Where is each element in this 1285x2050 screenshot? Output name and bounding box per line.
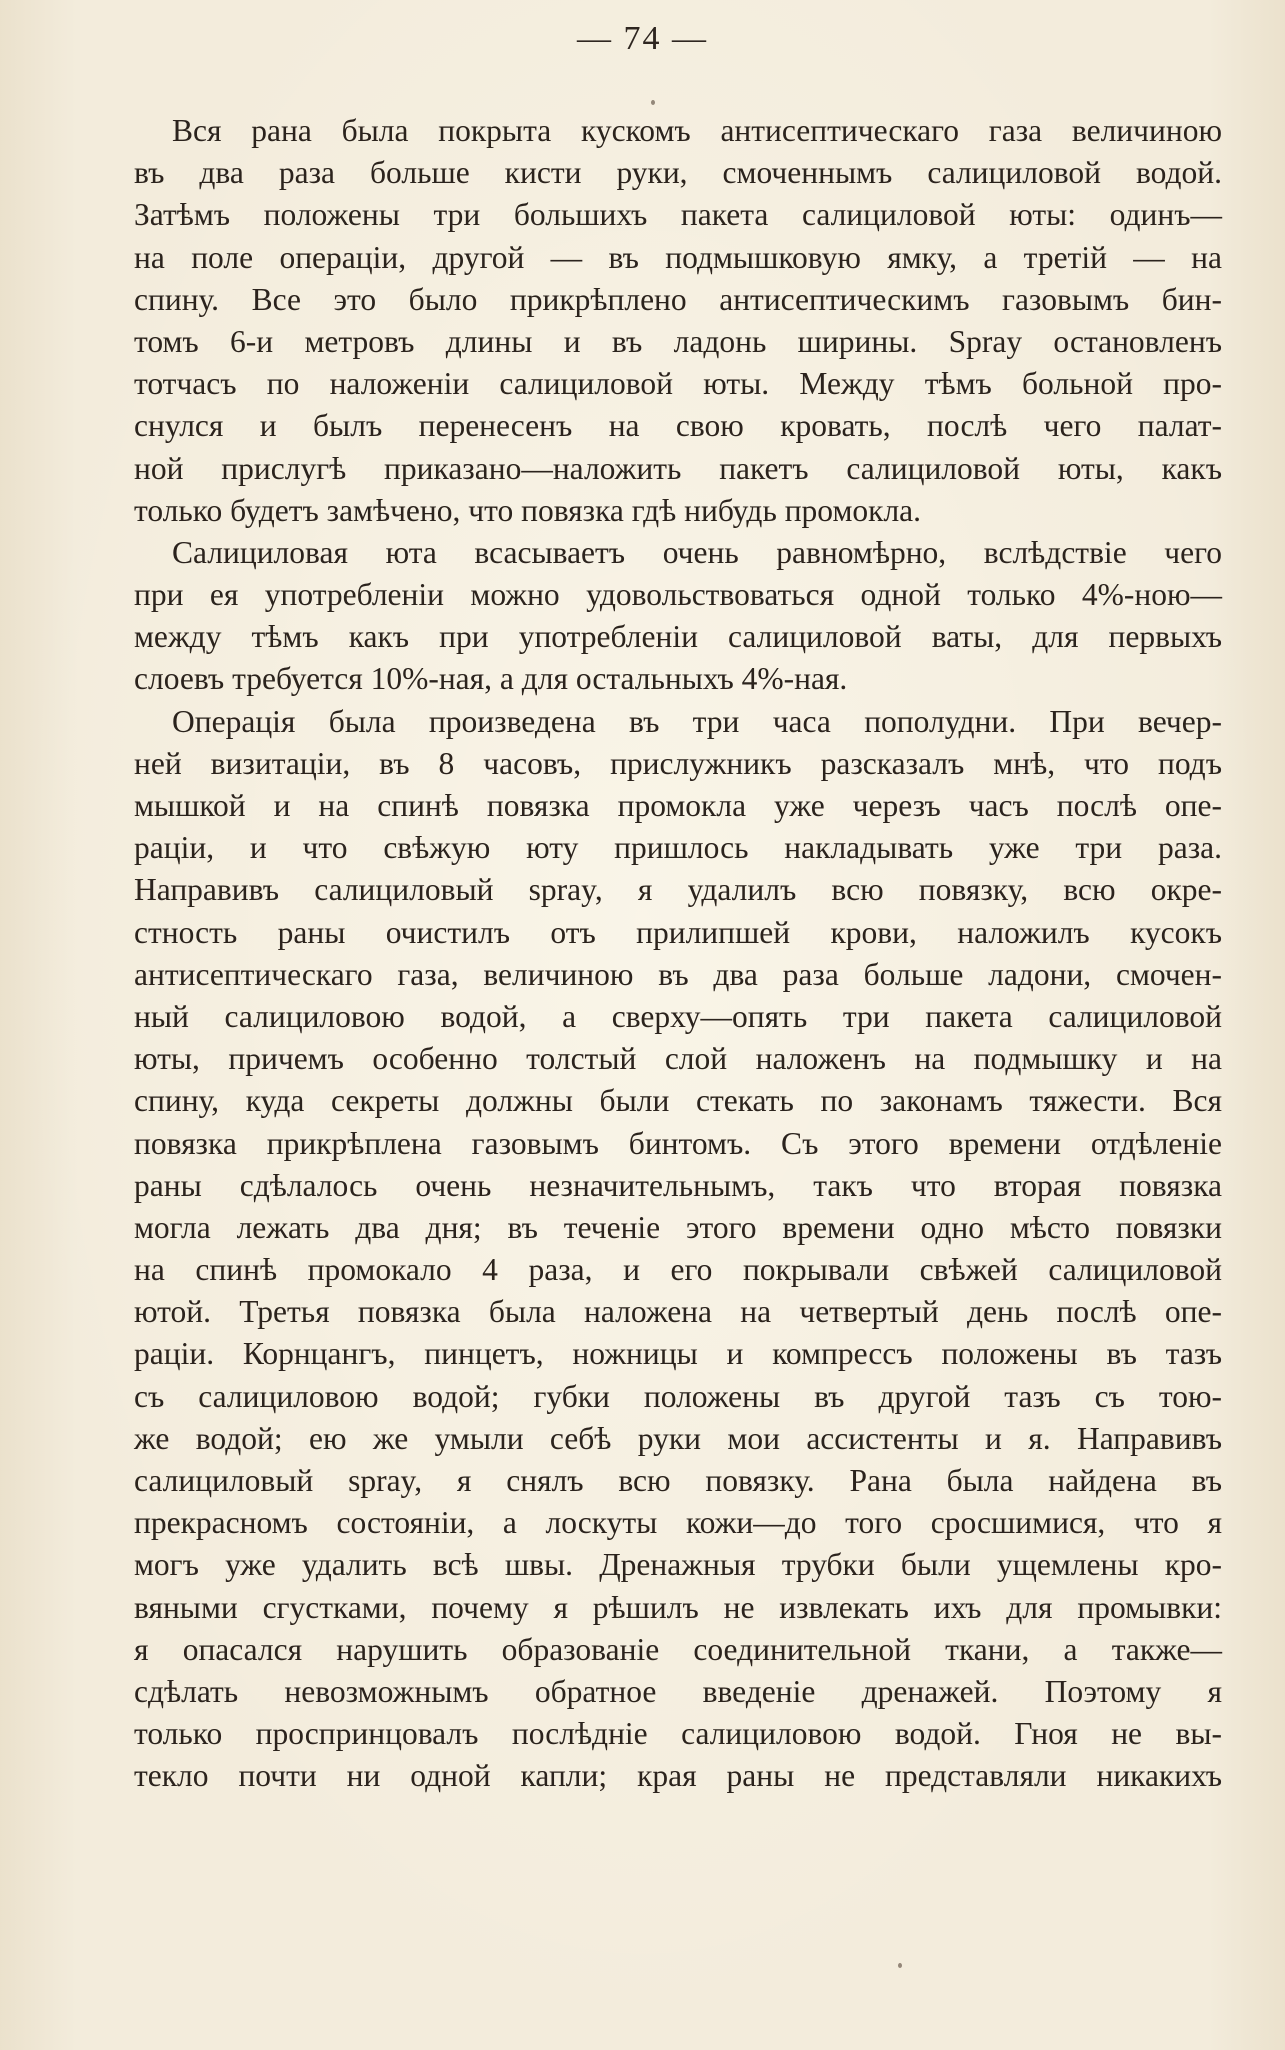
text-line: раны сдѣлалось очень незначительнымъ, такъ что вторая повязка <box>134 1167 1222 1203</box>
text-line: спину. Все это было прикрѣплено антисептическимъ газовымъ бин- <box>134 281 1222 317</box>
text-line: Направивъ салициловый spray, я удалилъ всю повязку, всю окре- <box>134 872 1222 908</box>
text-line: могла лежать два дня; въ теченіе этого времени одно мѣсто повязки <box>134 1209 1222 1245</box>
text-line: слоевъ требуется 10%-ная, а для остальныхъ 4%-ная. <box>134 661 848 697</box>
text-line: раціи, и что свѣжую юту пришлось накладывать уже три раза. <box>134 830 1222 866</box>
text-line: же водой; ею же умыли себѣ руки мои ассистенты и я. Направивъ <box>134 1420 1222 1456</box>
text-line: раціи. Корнцангъ, пинцетъ, ножницы и компрессъ положены въ тазъ <box>134 1336 1222 1372</box>
text-line: Салициловая юта всасываетъ очень равномѣрно, вслѣдствіе чего <box>172 534 1222 570</box>
text-line: только проспринцовалъ послѣдніе салициловою водой. Гноя не вы- <box>134 1716 1222 1752</box>
text-line: я опасался нарушить образованіе соединительной ткани, а также— <box>134 1631 1222 1667</box>
text-line: Вся рана была покрыта кускомъ антисептическаго газа величиною <box>172 113 1222 148</box>
text-line: сдѣлать невозможнымъ обратное введеніе дренажей. Поэтому я <box>134 1673 1222 1709</box>
text-line: салициловый spray, я снялъ всю повязку. Рана была найдена въ <box>134 1463 1222 1498</box>
body-text <box>134 110 1222 1798</box>
text-line: при ея употребленіи можно удовольствоваться одной только 4%-ною— <box>134 577 1222 613</box>
text-line: антисептическаго газа, величиною въ два раза больше ладони, смочен- <box>134 956 1222 992</box>
text-line: юты, причемъ особенно толстый слой наложенъ на подмышку и на <box>134 1041 1222 1077</box>
text-line: ный салициловою водой, а сверху—опять три пакета салициловой <box>134 998 1222 1034</box>
text-line: ной прислугѣ приказано—наложить пакетъ салициловой юты, какъ <box>134 450 1222 486</box>
text-line: тотчасъ по наложеніи салициловой юты. Между тѣмъ больной про- <box>134 366 1222 402</box>
text-line: повязка прикрѣплена газовымъ бинтомъ. Съ этого времени отдѣленіе <box>134 1125 1222 1161</box>
text-line: стность раны очистилъ отъ прилипшей крови, наложилъ кусокъ <box>134 914 1222 950</box>
text-line: на спинѣ промокало 4 раза, и его покрывали свѣжей салициловой <box>134 1252 1222 1288</box>
text-line: только будетъ замѣчено, что повязка гдѣ нибудь промокла. <box>134 492 922 528</box>
text-line: Затѣмъ положены три большихъ пакета салициловой юты: одинъ— <box>134 197 1222 233</box>
ink-speck <box>651 100 655 105</box>
text-line: прекрасномъ состояніи, а лоскуты кожи—до того сросшимися, что я <box>134 1505 1222 1541</box>
text-line: въ два раза больше кисти руки, смоченнымъ салициловой водой. <box>134 155 1222 191</box>
text-line: съ салициловою водой; губки положены въ другой тазъ съ тою- <box>134 1378 1222 1414</box>
text-line: на поле операціи, другой — въ подмышковую ямку, а третій — на <box>134 239 1222 275</box>
text-line: Операція была произведена въ три часа пополудни. При вечер- <box>172 703 1222 739</box>
text-line: спину, куда секреты должны были стекать по законамъ тяжести. Вся <box>134 1083 1222 1119</box>
text-line: мышкой и на спинѣ повязка промокла уже черезъ часъ послѣ опе- <box>134 788 1222 823</box>
ink-speck <box>898 1963 902 1968</box>
page-number: — 74 — <box>577 20 708 57</box>
text-line: текло почти ни одной капли; края раны не представляли никакихъ <box>134 1758 1222 1794</box>
text-line: между тѣмъ какъ при употребленіи салициловой ваты, для первыхъ <box>134 619 1222 655</box>
text-line: снулся и былъ перенесенъ на свою кровать, послѣ чего палат- <box>134 408 1222 444</box>
text-line: могъ уже удалить всѣ швы. Дренажныя трубки были ущемлены кро- <box>134 1547 1222 1583</box>
text-line: вяными сгустками, почему я рѣшилъ не извлекать ихъ для промывки: <box>134 1589 1222 1625</box>
text-line: ней визитаціи, въ 8 часовъ, прислужникъ разсказалъ мнѣ, что подъ <box>134 745 1222 781</box>
text-line: ютой. Третья повязка была наложена на четвертый день послѣ опе- <box>134 1294 1222 1330</box>
text-line: томъ 6-и метровъ длины и въ ладонь ширины. Spray остановленъ <box>134 323 1222 359</box>
